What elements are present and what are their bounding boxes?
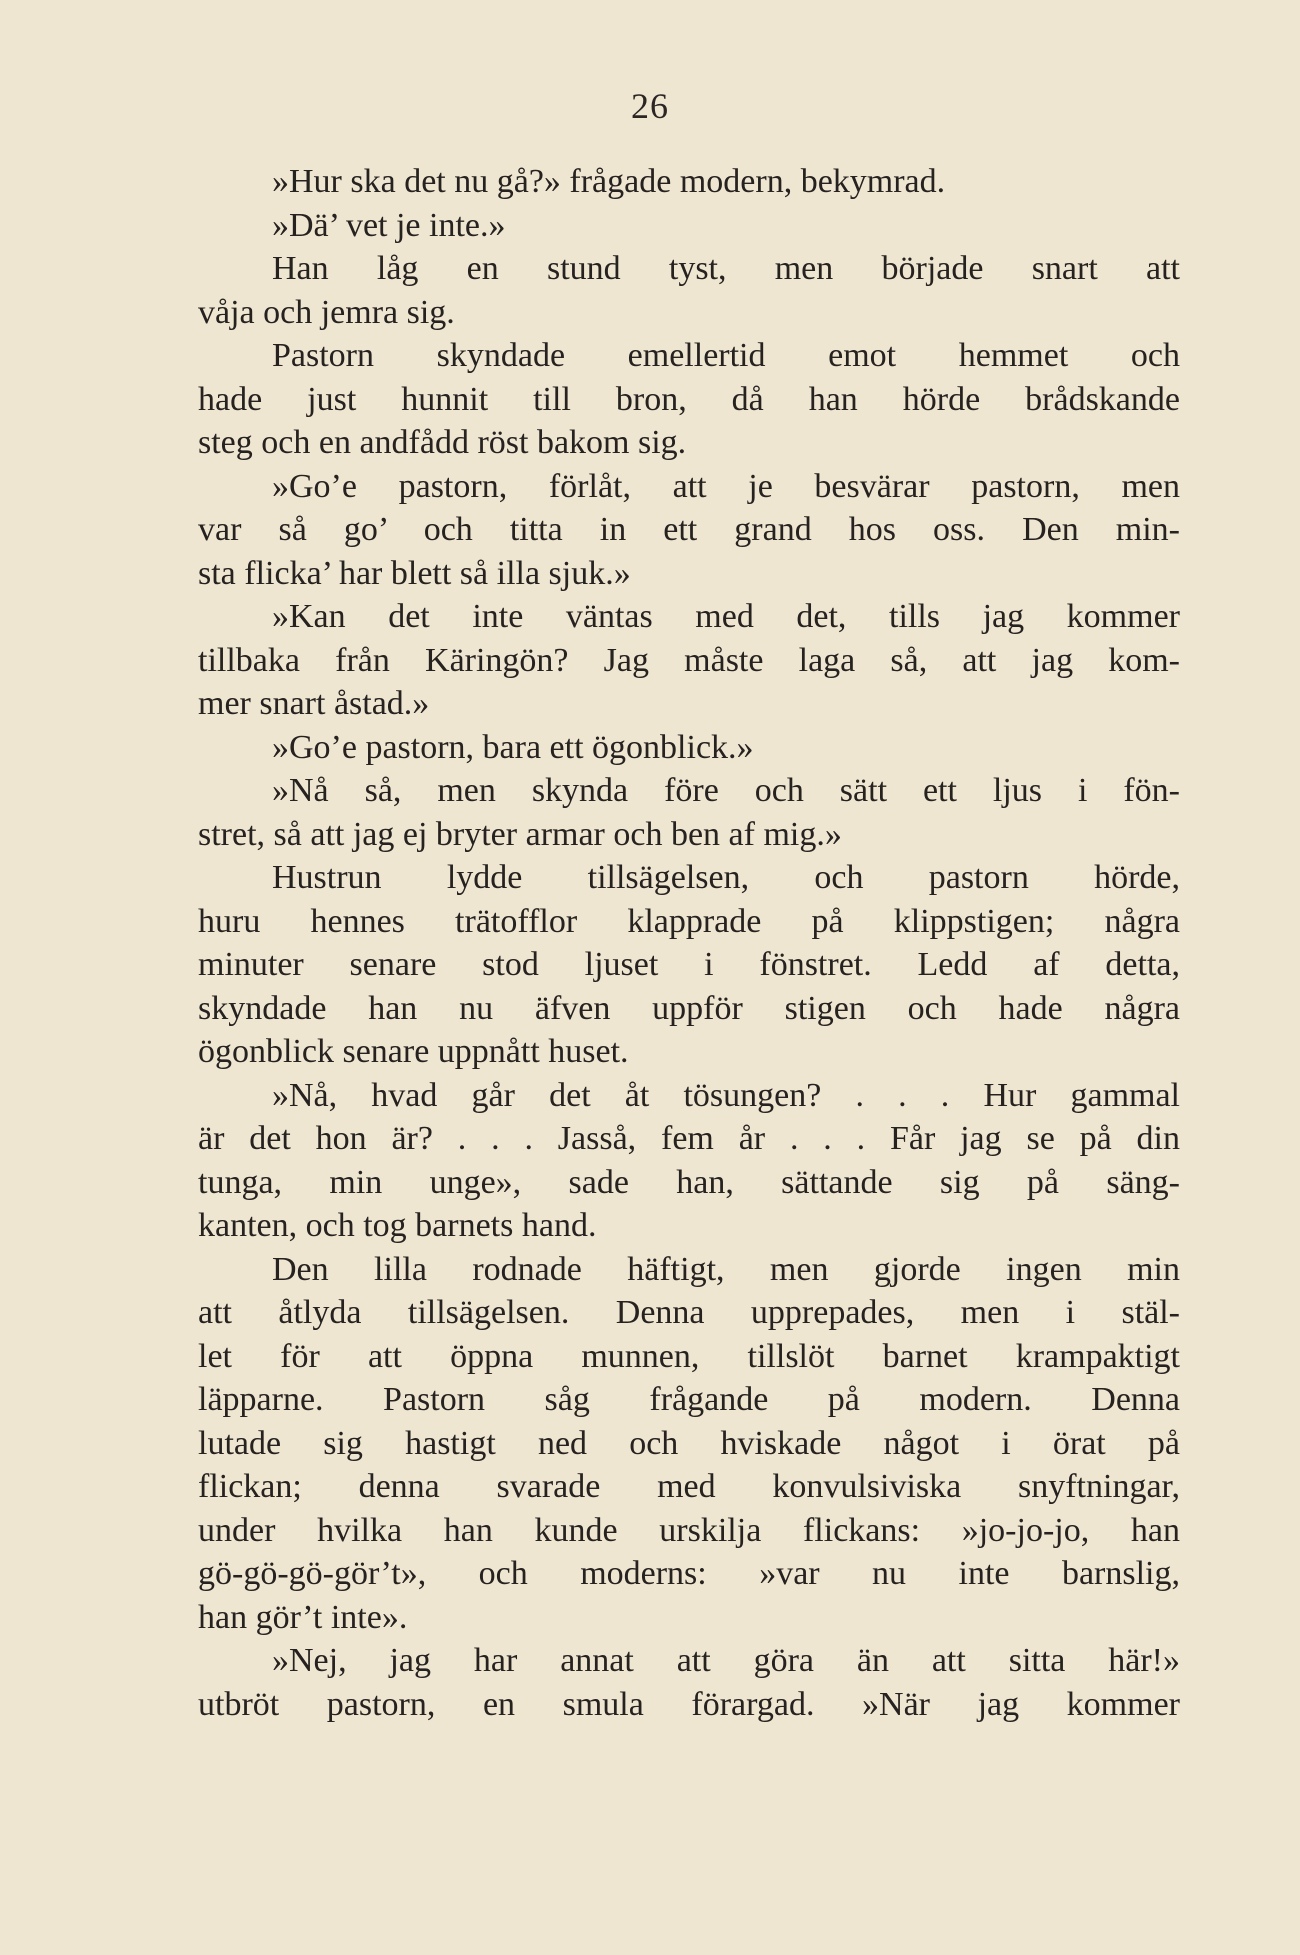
body-text <box>198 160 1180 1726</box>
text-line: skyndade han nu äfven uppför stigen och hade några <box>198 989 1180 1027</box>
text-line: tillbaka från Käringön? Jag måste laga så, att jag kom- <box>198 641 1180 679</box>
text-line: »Nå, hvad går det åt tösungen? . . . Hur gammal <box>272 1076 1180 1114</box>
text-line: mer snart åstad.» <box>198 685 430 722</box>
text-line: kanten, och tog barnets hand. <box>198 1207 597 1244</box>
text-line: Den lilla rodnade häftigt, men gjorde ingen min <box>272 1250 1180 1288</box>
text-line: »Nå så, men skynda före och sätt ett ljus i fön- <box>272 772 1180 809</box>
text-line: »Hur ska det nu gå?» frågade modern, bekymrad. <box>272 163 946 200</box>
text-line: gö-gö-gö-gör’t», och moderns: »var nu inte barnslig, <box>198 1555 1180 1592</box>
text-line: ögonblick senare uppnått huset. <box>198 1033 629 1070</box>
text-line: hade just hunnit till bron, då han hörde brådskande <box>198 380 1180 418</box>
text-line: Han låg en stund tyst, men började snart att <box>272 250 1180 287</box>
text-line: var så go’ och titta in ett grand hos oss. Den min- <box>198 511 1180 548</box>
text-line: steg och en andfådd röst bakom sig. <box>198 424 687 461</box>
text-line: »Go’e pastorn, förlåt, att je besvärar pastorn, men <box>272 467 1180 505</box>
page-number: 26 <box>631 86 669 126</box>
text-line: under hvilka han kunde urskilja flickans: »jo-jo-jo, han <box>198 1511 1180 1549</box>
text-line: att åtlyda tillsägelsen. Denna upprepades, men i stäl- <box>198 1294 1180 1331</box>
text-line: »Nej, jag har annat att göra än att sitta här!» <box>272 1642 1180 1679</box>
text-line: flickan; denna svarade med konvulsiviska snyftningar, <box>198 1468 1180 1505</box>
text-line: »Dä’ vet je inte.» <box>272 206 506 244</box>
text-line: huru hennes trätofflor klapprade på klippstigen; några <box>198 902 1180 940</box>
text-line: utbröt pastorn, en smula förargad. »När jag kommer <box>198 1685 1180 1723</box>
text-line: Pastorn skyndade emellertid emot hemmet och <box>272 337 1180 374</box>
text-line: våja och jemra sig. <box>198 293 455 331</box>
text-line: Hustrun lydde tillsägelsen, och pastorn hörde, <box>272 859 1180 896</box>
text-line: är det hon är? . . . Jasså, fem år . . . Får jag se på din <box>198 1120 1180 1157</box>
text-line: tunga, min unge», sade han, sättande sig på säng- <box>198 1163 1180 1201</box>
text-line: minuter senare stod ljuset i fönstret. Ledd af detta, <box>198 946 1180 983</box>
text-line: lutade sig hastigt ned och hviskade något i örat på <box>198 1424 1180 1462</box>
text-line: stret, så att jag ej bryter armar och ben af mig.» <box>198 815 842 853</box>
text-line: sta flicka’ har blett så illa sjuk.» <box>198 554 631 592</box>
text-line: let för att öppna munnen, tillslöt barnet krampaktigt <box>198 1337 1180 1375</box>
text-line: »Kan det inte väntas med det, tills jag kommer <box>272 598 1180 635</box>
text-line: »Go’e pastorn, bara ett ögonblick.» <box>272 728 754 766</box>
text-line: han gör’t inte». <box>198 1598 408 1636</box>
text-line: läpparne. Pastorn såg frågande på modern. Denna <box>198 1381 1180 1418</box>
